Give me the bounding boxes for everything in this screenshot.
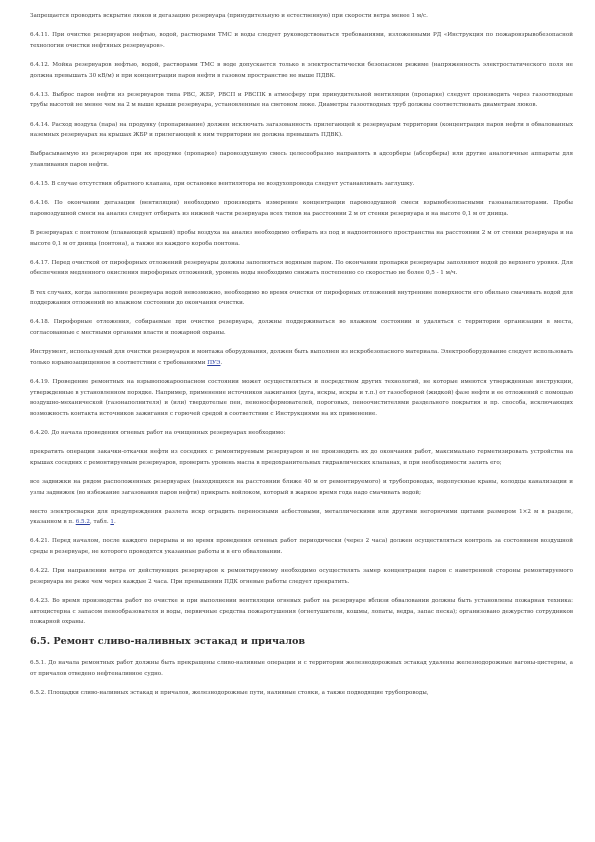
section-heading: 6.5. Ремонт сливо-наливных эстакад и причалов bbox=[30, 636, 306, 648]
paragraph: 6.4.18. Пирофорные отложения, собираемые при очистке резервуара, должны поддерживаться во влажном состоянии и удаляться с территории организации в места, согласованные с местными органами власти и пожарной охраны. bbox=[30, 319, 573, 336]
paragraph: Выбрасываемую из резервуаров при их продувке (пропарке) паровоздушную смесь целесообразно направлять в адсорберы (абсорберы) или другие аналогичные аппараты для улавливания паров нефти. bbox=[30, 151, 573, 168]
paragraph: прекратить операции закачки-откачки нефти из соседних с ремонтируемым резервуаров и не производить их до окончания работ, максимально герметизировать устройства на крышах соседних с ремонтируемым резервуаров, проверить уровень масла в предохранительных гидравлических клапанах, и при необходимости залить его; bbox=[30, 449, 573, 466]
paragraph: 6.4.20. До начала проведения огневых работ на очищенных резервуарах необходимо: bbox=[30, 429, 286, 436]
paragraph-text: Инструмент, используемый для очистки резервуаров и монтажа оборудования, должен быть выполнен из искробезопасного материала. Электрооборудование следует использовать только взрывозащищенное в соответствии с требованиями bbox=[30, 349, 573, 366]
paragraph: 6.4.23. Во время производства работ по очистке и при выполнении вентиляции огневых работ на резервуаре вблизи обваловании должны быть установлены пожарная техника: автоцистерна с запасом пенообразователя и воды, первичные средства пожаротушения (огнетушители, кошмы, лопаты, ведра, запас песка); организовано дежурство сотрудников пожарной охраны. bbox=[30, 598, 573, 626]
paragraph-shields bbox=[30, 507, 573, 528]
paragraph-text: место электросварки для предупреждения разлета искр оградить переносными асбестовыми, металлическими или другими негорючими щитами размером 1×2 м в разделе, указанном в п. bbox=[30, 508, 573, 526]
pue-link[interactable]: ПУЭ bbox=[207, 359, 221, 366]
section-6-5-2-link[interactable]: 6.5.2 bbox=[75, 519, 90, 526]
paragraph-text: . bbox=[220, 359, 223, 366]
paragraph: 6.4.22. При направлении ветра от действующих резервуаров к ремонтируемому необходимо осуществлять замер концентрации паров с наветренной стороны ремонтируемого резервуара не реже чем через каждые 2 часа. При превышении ПДК огневые работы следует прекратить. bbox=[30, 568, 573, 585]
paragraph: 6.4.16. По окончании дегазации (вентиляции) необходимо производить измерение концентрации паровоздушной смеси взрывобезопасными газоанализаторами. Пробы паровоздушной смеси на анализ следует отбирать из нижней части резервуара всех типов на расстоянии 2 м от стенки резервуара и на высоте 0,1 м от днища. bbox=[30, 200, 573, 217]
paragraph: 6.4.11. При очистке резервуаров нефтью, водой, растворами ТМС и воды следует руководствоваться требованиями, изложенными РД «Инструкция по пожаровзрывобезопасной технологии очистки нефтяных резервуаров». bbox=[30, 32, 573, 49]
paragraph: 6.5.1. До начала ремонтных работ должны быть прекращены сливо-наливные операции и с территории железнодорожных эстакад удалены железнодорожные вагоны-цистерны, а от причалов отведено нефтеналивное судно. bbox=[30, 660, 573, 677]
table-1-link[interactable]: 1 bbox=[110, 519, 114, 526]
paragraph: Запрещается проводить вскрытие люков и дегазацию резервуара (принудительную и естественную) при скорости ветра менее 1 м/с. bbox=[30, 13, 428, 19]
paragraph: все задвижки на рядом расположенных резервуарах (находящихся на расстоянии ближе 40 м от ремонтируемого) и трубопроводах, водопускные краны, колодцы канализации и узлы задвижек (во избежание загазования паров нефти) прикрыть войлоком, который в жаркое время года надо смачивать водой; bbox=[30, 478, 573, 496]
paragraph: 6.4.15. В случае отсутствия обратного клапана, при остановке вентилятора не воздухопровода следует устанавливать заглушку. bbox=[30, 181, 415, 188]
paragraph: 6.4.19. Проведение ремонтных на взрывопожароопасном состоянии может осуществляться и посредством других технологий, не которые имеются утвержденные инструкции, утвержденные в установленном порядке. Например, применение источников зажигания (дуга, искры, искры и т.п.) от газосборной (жидкой) фазе нефти и ее отложений с помощью воздушно-механической (газонаполнителя) и (или) твердотелые пен, пеноносформователей, пороговых, пеноочистителями раздельного покрытия и пр. способа, исключающих возможность контакта источников зажигания с горючей средой в соответствии с Инструкциями на их применение. bbox=[30, 378, 573, 417]
paragraph-instrument bbox=[30, 347, 573, 368]
paragraph: В тех случаях, когда заполнение резервуара водой невозможно, необходимо во время очистки от пирофорных отложений внутренние поверхности его обильно смачивать водой для поддержания отложений во влажном состоянии до окончания очистки. bbox=[30, 289, 573, 307]
paragraph: 6.4.21. Перед началом, после каждого перерыва и во время проведения огневых работ периодически (через 2 часа) должен осуществляться контроль за состоянием воздушной среды в резервуаре, не которого проводятся указанные работы и в его обваловании. bbox=[30, 538, 573, 556]
paragraph: 6.4.17. Перед очисткой от пирофорных отложений резервуары должны заполняться водяным паром. По окончании пропарки резервуары заполняют водой до верхнего уровня. Для обеспечения медленного окисления пирофорных отложений, уровень воды необходимо снижать постепенно со скоростью не более 0,5 - 1 м/ч. bbox=[30, 259, 573, 277]
paragraph: 6.4.12. Мойка резервуаров нефтью, водой, растворами ТМС в воде допускается только в электростатически безопасном режиме (напряженность электростатического поля не должна превышать 30 кВ/м) и при концентрации паров нефти в газовом пространстве не выше ПДВК. bbox=[30, 61, 573, 79]
paragraph: 6.4.14. Расход воздуха (пара) на продувку (пропаривание) должен исключать загазованность прилегающей к резервуарам территории (концентрация паров нефти в обвалованных наземных резервуарах на крышах ЖБР и прилегающей к ним территории не должна превышать ПДВК). bbox=[30, 121, 573, 139]
paragraph: 6.5.2. Площадки сливо-наливных эстакад и причалов, железнодорожные пути, наливные стояки, а также подводящие трубопроводы, bbox=[30, 690, 429, 697]
paragraph: В резервуарах с понтоном (плавающей крышей) пробы воздуха на анализ необходимо отбирать из под и надпонтонного пространства на расстоянии 2 м от стенки резервуара и на высоте 0,1 м от днища (понтона), а также из каждого короба понтона. bbox=[30, 230, 573, 247]
paragraph: 6.4.13. Выброс паров нефти из резервуаров типа РВС, ЖБР, РВСП и РВСПК в атмосферу при принудительной вентиляции (пропарке) следует производить через газоотводные трубы высотой не менее чем на 2 м выше крыши резервуара, установленные на световом люке. Диаметры газоотводных труб должны соответствовать диаметрам люков. bbox=[30, 91, 573, 109]
paragraph-text: , табл. bbox=[89, 519, 111, 526]
paragraph-text: . bbox=[113, 519, 116, 526]
